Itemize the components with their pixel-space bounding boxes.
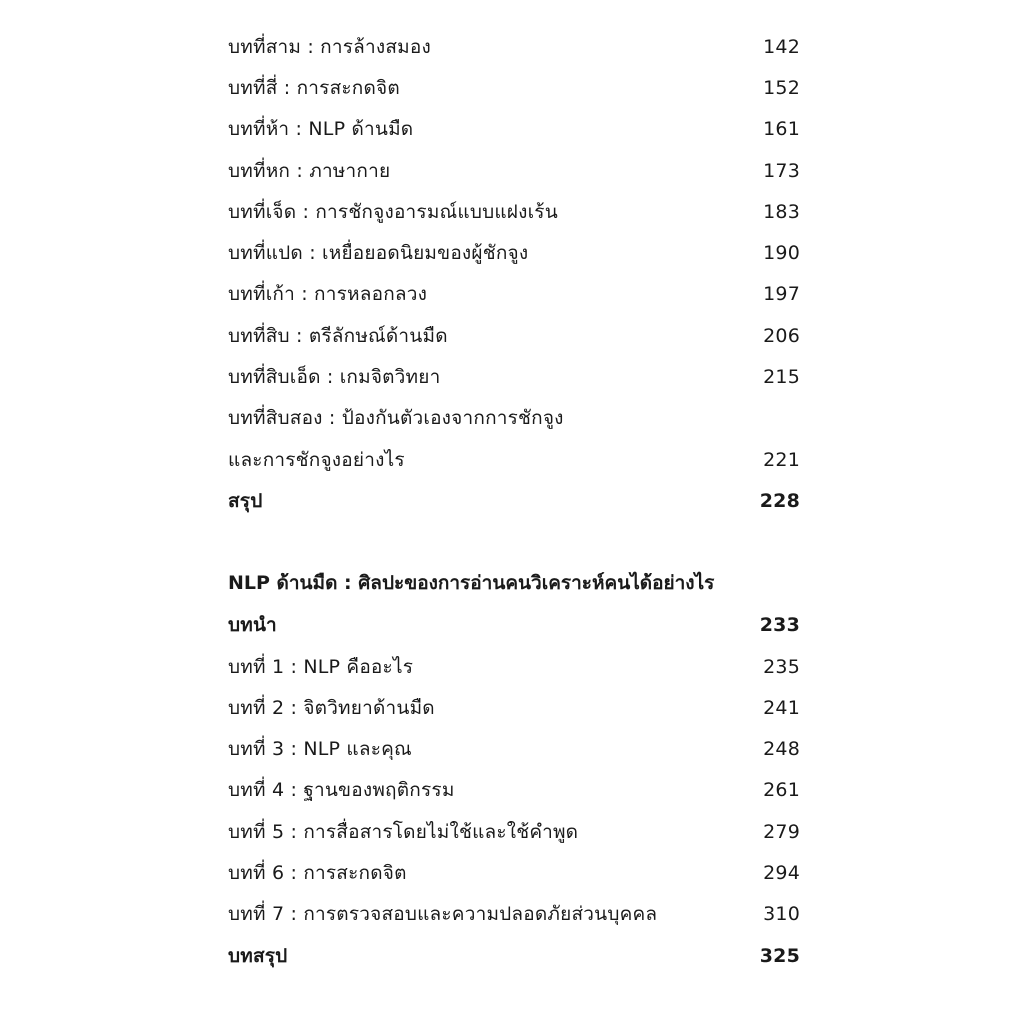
toc-entry (228, 26, 800, 67)
toc-entry-page-number: 215 (763, 366, 800, 389)
toc-entry (228, 646, 800, 687)
toc-entry-title: บทที่สาม : การล้างสมอง (228, 35, 431, 58)
table-of-contents (228, 26, 800, 976)
section-spacer (228, 522, 800, 562)
toc-entry-page-number: 161 (763, 118, 800, 141)
toc-entry-title: บทที่ 7 : การตรวจสอบและความปลอดภัยส่วนบุคคล (228, 903, 658, 926)
toc-part-2 (228, 605, 800, 977)
toc-entry (228, 770, 800, 811)
toc-entry (228, 67, 800, 108)
toc-entry-page-number: 310 (763, 903, 800, 926)
toc-entry (228, 728, 800, 769)
toc-entry-page-number: 152 (763, 76, 800, 99)
toc-entry (228, 480, 800, 521)
toc-entry-title: บทที่เก้า : การหลอกลวง (228, 283, 428, 306)
toc-entry-page-number: 221 (763, 448, 800, 471)
toc-entry-page-number: 206 (763, 324, 800, 347)
toc-entry (228, 109, 800, 150)
toc-entry-page-number: 261 (763, 779, 800, 802)
toc-entry (228, 852, 800, 893)
toc-entry-title: บทที่แปด : เหยื่อยอดนิยมของผู้ชักจูง (228, 242, 529, 265)
toc-entry (228, 191, 800, 232)
toc-entry (228, 605, 800, 646)
toc-entry (228, 356, 800, 397)
toc-entry (228, 315, 800, 356)
toc-entry-page-number: 279 (763, 820, 800, 843)
toc-entry (228, 150, 800, 191)
toc-entry (228, 274, 800, 315)
toc-entry-page-number: 173 (763, 159, 800, 182)
toc-entry-page-number: 190 (763, 242, 800, 265)
toc-entry-title: และการชักจูงอย่างไร (228, 448, 405, 471)
toc-entry-page-number: 248 (763, 738, 800, 761)
toc-entry-page-number: 325 (759, 944, 800, 967)
toc-entry-title: บทที่สิบเอ็ด : เกมจิตวิทยา (228, 366, 441, 389)
toc-entry-title: บทที่ 1 : NLP คืออะไร (228, 655, 414, 678)
toc-entry (228, 398, 800, 439)
toc-entry (228, 687, 800, 728)
toc-entry (228, 894, 800, 935)
toc-entry-title: บทที่หก : ภาษากาย (228, 159, 391, 182)
toc-entry (228, 232, 800, 273)
toc-entry-page-number: 142 (763, 35, 800, 58)
toc-entry-title: บทที่ห้า : NLP ด้านมืด (228, 118, 414, 141)
toc-entry-title: บทที่สิบ : ตรีลักษณ์ด้านมืด (228, 324, 448, 347)
toc-entry-page-number: 197 (763, 283, 800, 306)
toc-entry-page-number: 294 (763, 861, 800, 884)
toc-entry-title: บทที่ 6 : การสะกดจิต (228, 861, 407, 884)
toc-entry-title: บทที่ 5 : การสื่อสารโดยไม่ใช้และใช้คำพูด (228, 820, 579, 843)
toc-part-1 (228, 26, 800, 522)
toc-entry-title: บทที่ 3 : NLP และคุณ (228, 738, 412, 761)
toc-entry-page-number: 183 (763, 200, 800, 223)
toc-entry (228, 811, 800, 852)
toc-entry-title: บทที่ 4 : ฐานของพฤติกรรม (228, 779, 455, 802)
toc-entry-page-number: 235 (763, 655, 800, 678)
toc-entry-title: บทที่สิบสอง : ป้องกันตัวเองจากการชักจูง (228, 407, 564, 430)
toc-entry-page-number: 228 (759, 489, 800, 512)
section-title: NLP ด้านมืด : ศิลปะของการอ่านคนวิเคราะห์คนได้อย่างไร (228, 572, 715, 595)
toc-entry-page-number: 233 (759, 614, 800, 637)
toc-entry (228, 935, 800, 976)
toc-entry (228, 439, 800, 480)
toc-entry-page-number: 241 (763, 696, 800, 719)
toc-entry-title: สรุป (228, 489, 263, 512)
toc-entry-title: บทที่เจ็ด : การชักจูงอารมณ์แบบแฝงเร้น (228, 200, 558, 223)
toc-entry-title: บทที่สี่ : การสะกดจิต (228, 76, 400, 99)
toc-entry-title: บทนำ (228, 614, 277, 637)
toc-entry-title: บทที่ 2 : จิตวิทยาด้านมืด (228, 696, 435, 719)
toc-entry-title: บทสรุป (228, 944, 288, 967)
